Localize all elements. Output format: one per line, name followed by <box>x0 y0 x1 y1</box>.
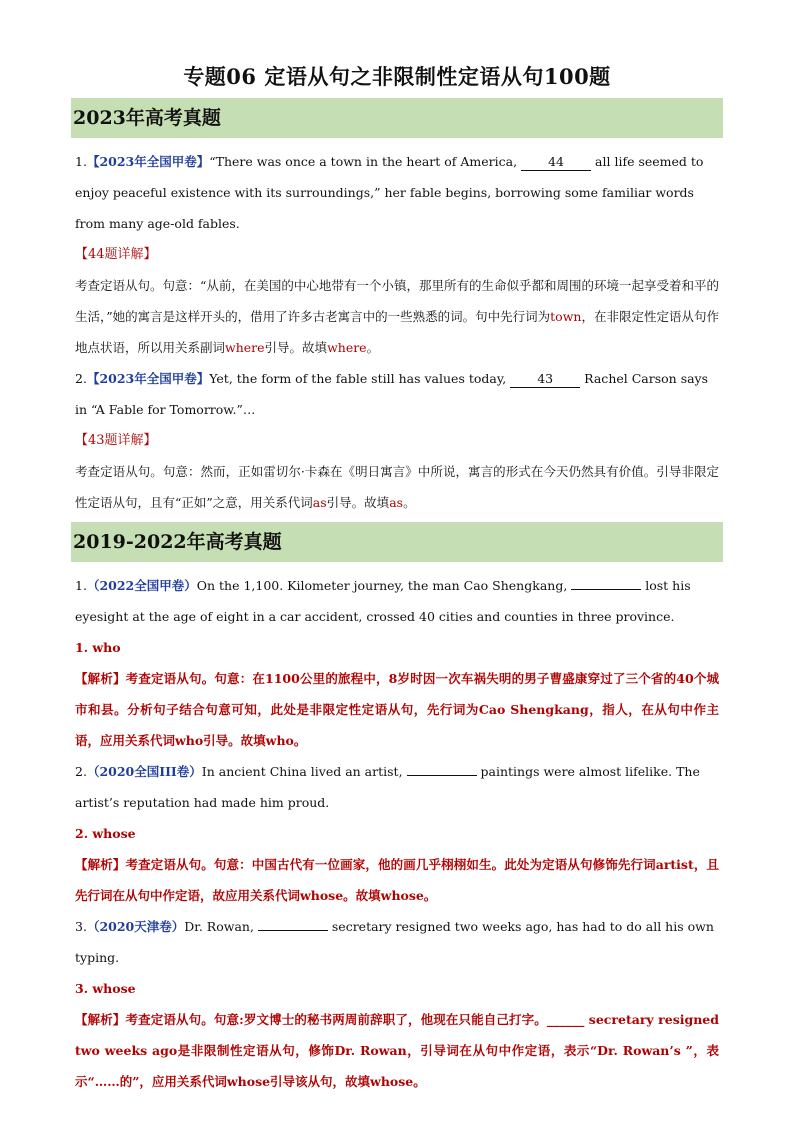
explanation-title: 【44题详解】 <box>75 247 157 262</box>
question-2020-3: 3.（2020天津卷）Dr. Rowan, secretary resigned two weeks ago, has had to do all his own typing. <box>75 919 714 965</box>
question-2022-1: 1.（2022全国甲卷）On the 1,100. Kilometer journey, the man Cao Shengkang, lost his eyesight at the age of eight in a car accident, crossed 40 cities and counties in three province. <box>75 578 691 624</box>
explanation-2020-2: 【解析】考查定语从句。句意：中国古代有一位画家，他的画几乎栩栩如生。此处为定语从句修饰先行词artist，且先行词在从句中作定语，故应用关系代词whose。故填whose。 <box>75 857 719 903</box>
answer-blank: 43 <box>510 371 580 388</box>
section-heading-2023: 2023年高考真题 <box>71 98 723 138</box>
question-source: 【2023年全国甲卷】 <box>86 371 210 386</box>
answer-line: 1. who <box>75 640 121 655</box>
explanation-2022-1: 【解析】考查定语从句。句意：在1100公里的旅程中，8岁时因一次车祸失明的男子曹盛康穿过了三个省的40个城市和县。分析句子结合句意可知，此处是非限定性定语从句，先行词为Cao Shengkang，指人，在从句中作主语，应用关系代词who引导。故填who。 <box>75 671 719 748</box>
section-heading-2019-2022: 2019-2022年高考真题 <box>71 522 723 562</box>
question-source: （2020全国III卷） <box>86 764 202 779</box>
explanation-title: 【43题详解】 <box>75 433 157 448</box>
answer-blank <box>571 589 641 590</box>
answer-line: 3. whose <box>75 981 136 996</box>
explanation-2023-1: 考查定语从句。句意：“从前，在美国的中心地带有一个小镇，那里所有的生命似乎都和周围的环境一起享受着和平的生活，”她的寓言是这样开头的，借用了许多古老寓言中的一些熟悉的词。句中先行词为town，在非限定性定语从句作地点状语，所以用关系副词where引导。故填where。 <box>75 278 719 355</box>
question-source: （2020天津卷） <box>86 919 185 934</box>
question-source: 【2023年全国甲卷】 <box>86 154 210 169</box>
answer-blank <box>258 930 328 931</box>
question-2023-2: 2.【2023年全国甲卷】Yet, the form of the fable still has values today, 43 Rachel Carson says in “A Fable for Tomorrow.”… <box>75 371 709 417</box>
page-title: 专题06 定语从句之非限制性定语从句100题 <box>183 64 611 89</box>
explanation-2023-2: 考查定语从句。句意：然而，正如雷切尔·卡森在《明日寓言》中所说，寓言的形式在今天仍然具有价值。引导非限定性定语从句，且有“正如”之意，用关系代词as引导。故填as。 <box>75 464 719 510</box>
question-2023-1: 1.【2023年全国甲卷】“There was once a town in the heart of America, 44 all life seemed to enjoy peaceful existence with its surroundings,” her fable begins, borrowing some familiar words from many age-old fables. <box>75 154 704 231</box>
question-2020-2: 2.（2020全国III卷）In ancient China lived an artist, paintings were almost lifelike. The artist’s reputation had made him proud. <box>75 764 700 810</box>
answer-blank <box>407 775 477 776</box>
question-source: （2022全国甲卷） <box>86 578 197 593</box>
answer-blank: 44 <box>521 154 591 171</box>
answer-line: 2. whose <box>75 826 136 841</box>
explanation-2020-3: 【解析】考查定语从句。句意:罗文博士的秘书两周前辞职了，他现在只能自己打字。______ secretary resigned two weeks ago是非限制性定语从句，修饰Dr. Rowan，引导词在从句中作定语，表示“Dr. Rowan’s ”，表示“……的”，应用关系代词whose引导该从句，故填whose。 <box>75 1012 719 1089</box>
